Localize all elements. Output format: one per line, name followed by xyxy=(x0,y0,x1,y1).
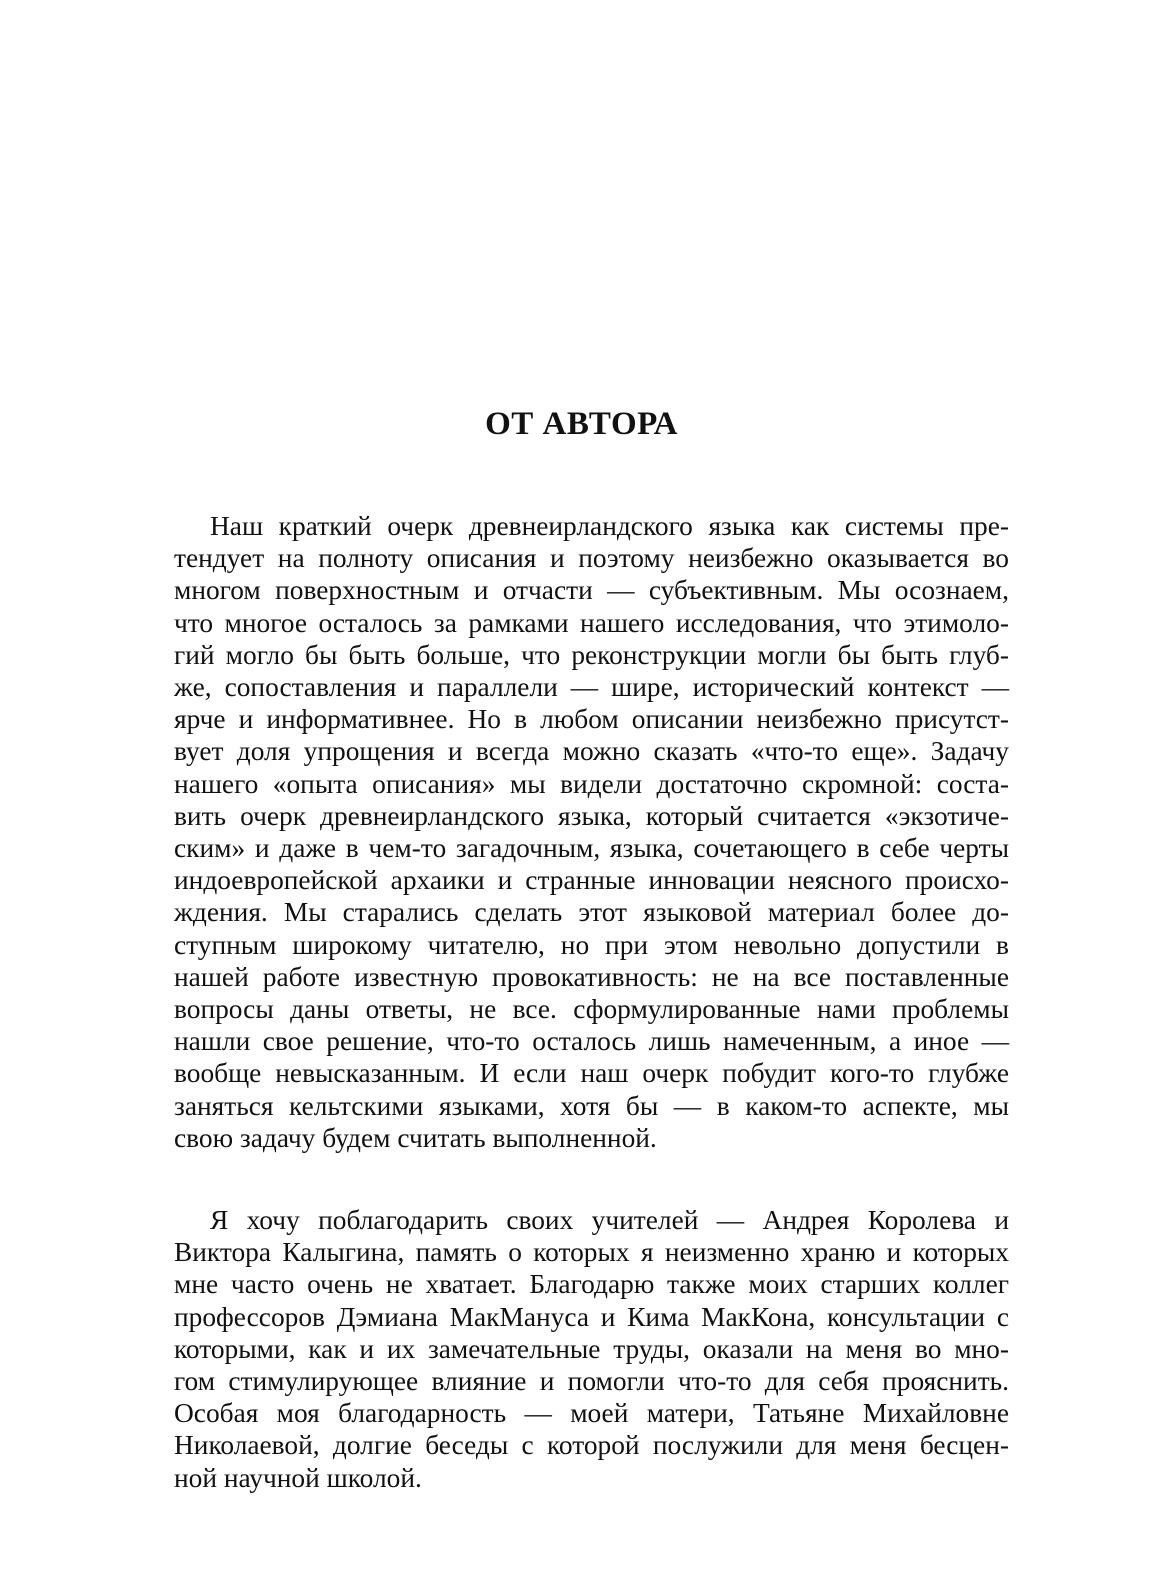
text-line: профессоров Дэмиана МакМануса и Кима МакКона, консультации с xyxy=(174,1301,1009,1332)
text-line: нашли свое решение, что-то осталось лишь намеченным, а иное — xyxy=(174,1026,1009,1057)
text-line: индоевропейской архаики и странные инновации неясного происхо- xyxy=(174,865,1009,896)
page-title: ОТ АВТОРА xyxy=(485,406,678,442)
text-line: гом стимулирующее влияние и помогли что-то для себя прояснить. xyxy=(174,1366,1009,1397)
text-line: Особая моя благодарность — моей матери, Татьяне Михайловне xyxy=(174,1398,1009,1429)
text-line: ной научной школой. xyxy=(174,1462,422,1493)
text-line: Наш краткий очерк древнеирландского языка как системы пре- xyxy=(210,511,1009,541)
text-line: нашей работе известную провокативность: не на все поставленные xyxy=(174,961,1009,992)
text-line: ярче и информативнее. Но в любом описании неизбежно присутст- xyxy=(174,704,1009,735)
text-line: которыми, как и их замечательные труды, оказали на меня во мно- xyxy=(174,1333,1009,1364)
text-line: ждения. Мы старались сделать этот языковой материал более до- xyxy=(174,897,1009,928)
text-line: нашего «опыта описания» мы видели достаточно скромной: соста- xyxy=(174,768,1009,799)
text-line: вопросы даны ответы, не все. сформулированные нами проблемы xyxy=(174,994,1009,1025)
text-line: Николаевой, долгие беседы с которой послужили для меня бесцен- xyxy=(174,1430,1009,1461)
text-line: вообще невысказанным. И если наш очерк побудит кого-то глубже xyxy=(174,1058,1009,1089)
text-line: заняться кельтскими языками, хотя бы — в каком-то аспекте, мы xyxy=(174,1090,1009,1121)
paragraph-2 xyxy=(174,1204,1009,1494)
text-line: гий могло бы быть больше, что реконструкции могли бы быть глуб- xyxy=(174,639,1009,670)
text-line: Я хочу поблагодарить своих учителей — Андрея Королева и xyxy=(210,1205,1009,1235)
text-line: вует доля упрощения и всегда можно сказать «что-то еще». Задачу xyxy=(174,736,1009,767)
text-line: же, сопоставления и параллели — шире, исторический контекст — xyxy=(174,672,1009,703)
text-line: свою задачу будем считать выполненной. xyxy=(174,1122,657,1153)
text-line: мне часто очень не хватает. Благодарю также моих старших коллег xyxy=(174,1269,1009,1300)
text-line: что многое осталось за рамками нашего исследования, что этимоло- xyxy=(174,607,1009,638)
text-line: тендует на полноту описания и поэтому неизбежно оказывается во xyxy=(174,543,1009,574)
text-line: многом поверхностным и отчасти — субъективным. Мы осознаем, xyxy=(174,575,1009,606)
text-line: Виктора Калыгина, память о которых я неизменно храню и которых xyxy=(174,1237,1009,1268)
text-line: ступным широкому читателю, но при этом невольно допустили в xyxy=(174,929,1009,960)
text-line: ским» и даже в чем-то загадочным, языка, сочетающего в себе черты xyxy=(174,833,1009,864)
paragraph-1 xyxy=(174,510,1009,1154)
text-line: вить очерк древнеирландского языка, который считается «экзотиче- xyxy=(174,800,1009,831)
